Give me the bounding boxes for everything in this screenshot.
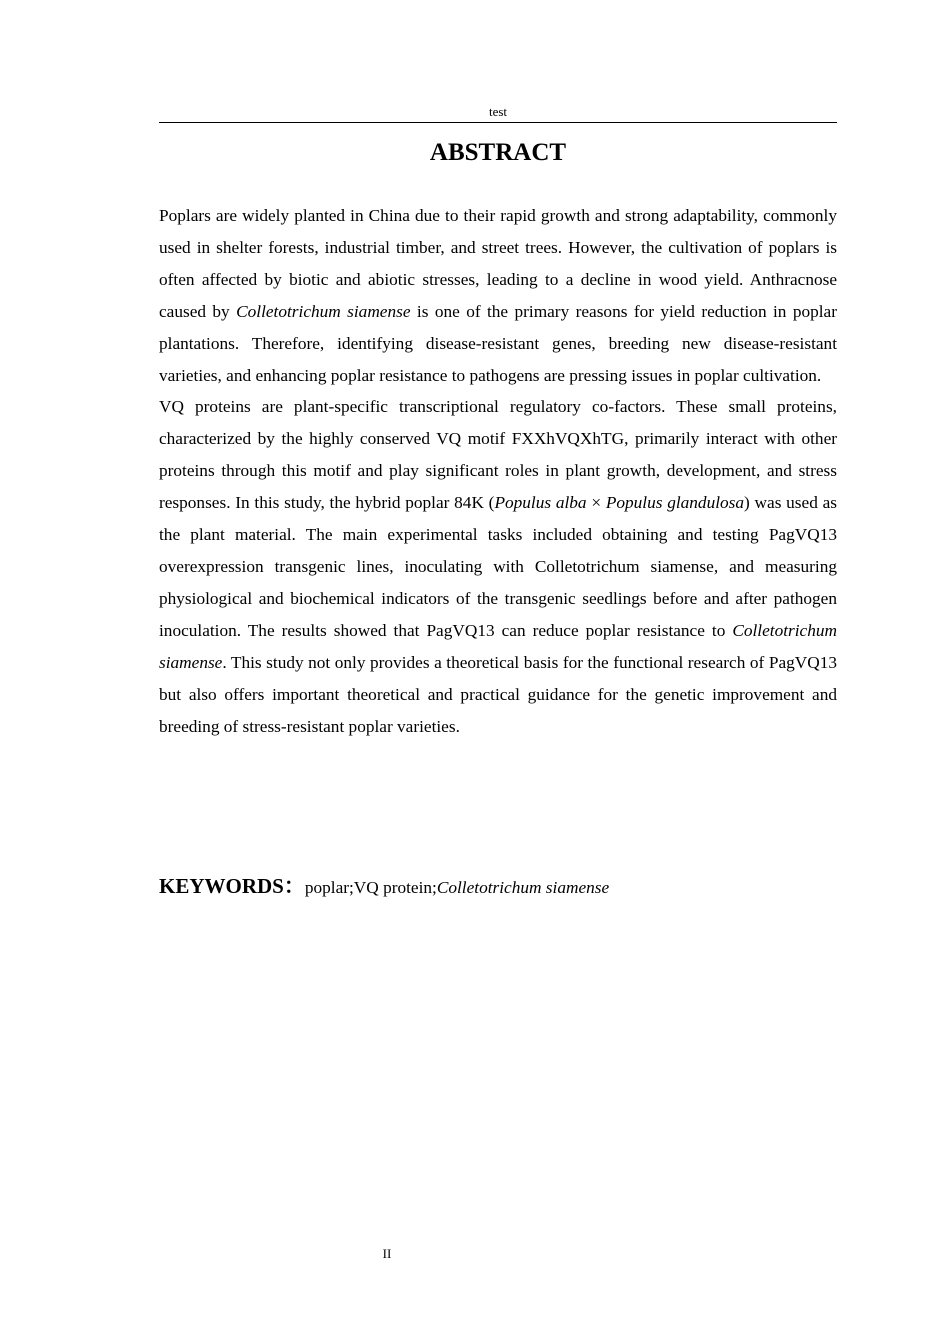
page-number: II: [382, 1246, 392, 1261]
species-name-alba: Populus alba: [494, 493, 587, 513]
abstract-paragraph-2: [159, 391, 837, 742]
cross-symbol: ×: [586, 493, 606, 513]
header-rule: [159, 122, 837, 123]
keywords-italic: Colletotrichum siamense: [436, 878, 610, 897]
abstract-paragraph-1: [159, 200, 837, 391]
abstract-body: [159, 200, 837, 742]
keywords-line: [159, 870, 837, 905]
paragraph-1-text-a: Poplars are widely planted in China due to their rapid growth and strong adaptability, commonly used in shelter forests, industrial timber, and street trees. However, the cultivation of poplars is often affected by biotic and abiotic stresses, leading to a decline in wood yield. Anthracnose caused by: [159, 206, 837, 321]
paragraph-2-text-a: VQ proteins are plant-specific transcriptional regulatory co-factors. These small proteins, characterized by the highly conserved VQ motif FXXhVQXhTG, primarily interact with other proteins through this motif and play significant roles in plant growth, development, and stress responses. In this study, the hybrid poplar 84K (: [159, 397, 837, 513]
running-header: test: [488, 104, 508, 119]
species-name: Colletotrichum siamense: [236, 301, 411, 321]
keywords-plain: poplar;VQ protein;: [304, 878, 437, 897]
species-name-glandulosa: Populus glandulosa: [605, 493, 745, 513]
keywords-label: KEYWORDS：: [159, 874, 305, 898]
species-name-siamense: Colletotrichum siamense: [159, 620, 837, 672]
paragraph-2-text-b: ) was used as the plant material. The main experimental tasks included obtaining and testing PagVQ13 overexpression transgenic lines, inoculating with Colletotrichum siamense, and measuring physiological and biochemical indicators of the transgenic seedlings before and after pathogen inoculation. The results showed that PagVQ13 can reduce poplar resistance to: [159, 493, 837, 640]
paragraph-1-text-b: is one of the primary reasons for yield reduction in poplar plantations. Therefore, identifying disease-resistant genes, breeding new disease-resistant varieties, and enhancing poplar resistance to pathogens are pressing issues in poplar cultivation.: [159, 301, 837, 385]
paragraph-2-text-c: . This study not only provides a theoretical basis for the functional research of PagVQ13 but also offers important theoretical and practical guidance for the genetic improvement and breeding of stress-resistant poplar varieties.: [159, 652, 837, 736]
abstract-title: ABSTRACT: [429, 139, 567, 166]
